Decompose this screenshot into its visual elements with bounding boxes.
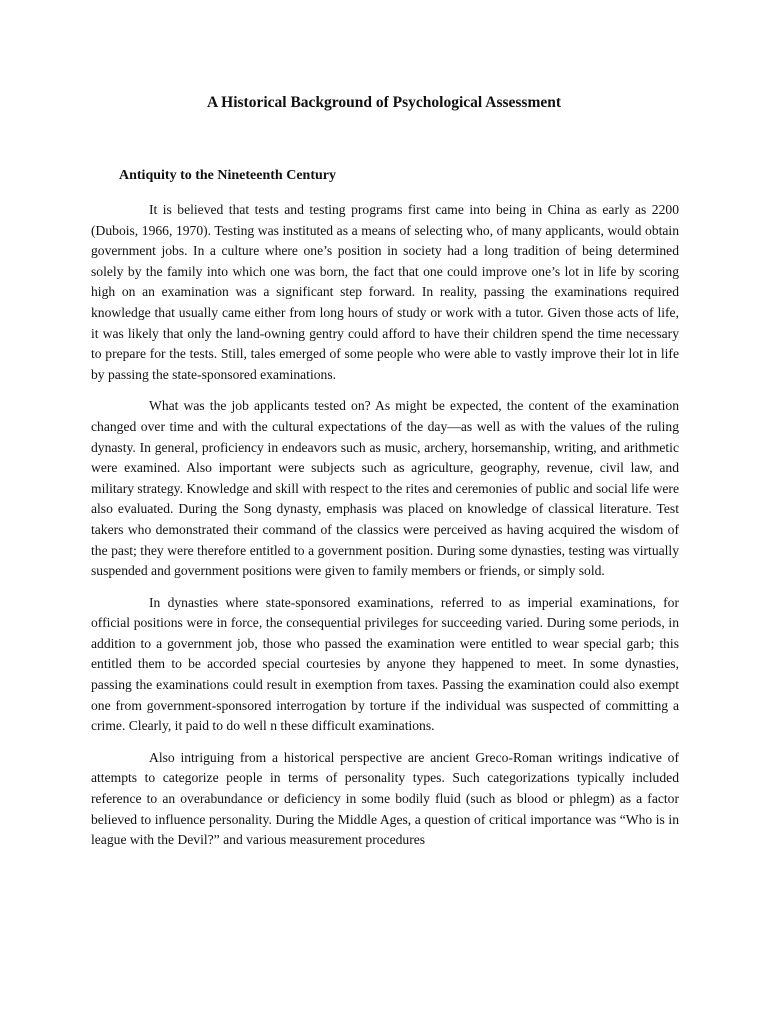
- section-heading: Antiquity to the Nineteenth Century: [119, 168, 336, 183]
- paragraph: What was the job applicants tested on? As might be expected, the content of the examination changed over time and with the cultural expectations of the day—as well as with the values of the ruling dynasty. In general, proficiency in endeavors such as music, archery, horsemanship, writing, and arithmetic were examined. Also important were subjects such as agriculture, geography, revenue, civil law, and military strategy. Knowledge and skill with respect to the rites and ceremonies of public and social life were also evaluated. During the Song dynasty, emphasis was placed on knowledge of classical literature. Test takers who demonstrated their command of the classics were perceived as having acquired the wisdom of the past; they were therefore entitled to a government position. During some dynasties, testing was virtually suspended and government positions were given to family members or friends, or simply sold.: [91, 398, 679, 579]
- paragraph: In dynasties where state-sponsored examinations, referred to as imperial examinations, for official positions were in force, the consequential privileges for succeeding varied. During some periods, in addition to a government job, those who passed the examination were entitled to wear special garb; this entitled them to be accorded special courtesies by anyone they happened to meet. In some dynasties, passing the examinations could result in exemption from taxes. Passing the examination could also exempt one from government-sponsored interrogation by torture if the individual was suspected of committing a crime. Clearly, it paid to do well n these difficult examinations.: [91, 594, 679, 734]
- body-text: [91, 200, 679, 862]
- paragraph: Also intriguing from a historical perspective are ancient Greco-Roman writings indicative of attempts to categorize people in terms of personality types. Such categorizations typically included reference to an overabundance or deficiency in some bodily fluid (such as blood or phlegm) as a factor believed to influence personality. During the Middle Ages, a question of critical importance was “Who is in league with the Devil?” and various measurement procedures: [91, 749, 679, 848]
- paragraph: It is believed that tests and testing programs first came into being in China as early as 2200 (Dubois, 1966, 1970). Testing was instituted as a means of selecting who, of many applicants, would obtain government jobs. In a culture where one’s position in society had a long tradition of being determined solely by the family into which one was born, the fact that one could improve one’s lot in life by scoring high on an examination was a significant step forward. In reality, passing the examinations required knowledge that usually came either from long hours of study or work with a tutor. Given those acts of life, it was likely that only the land-owning gentry could afford to have their children spend the time necessary to prepare for the tests. Still, tales emerged of some people who were able to vastly improve their lot in life by passing the state-sponsored examinations.: [91, 202, 679, 382]
- document-title: A Historical Background of Psychological Assessment: [206, 94, 562, 111]
